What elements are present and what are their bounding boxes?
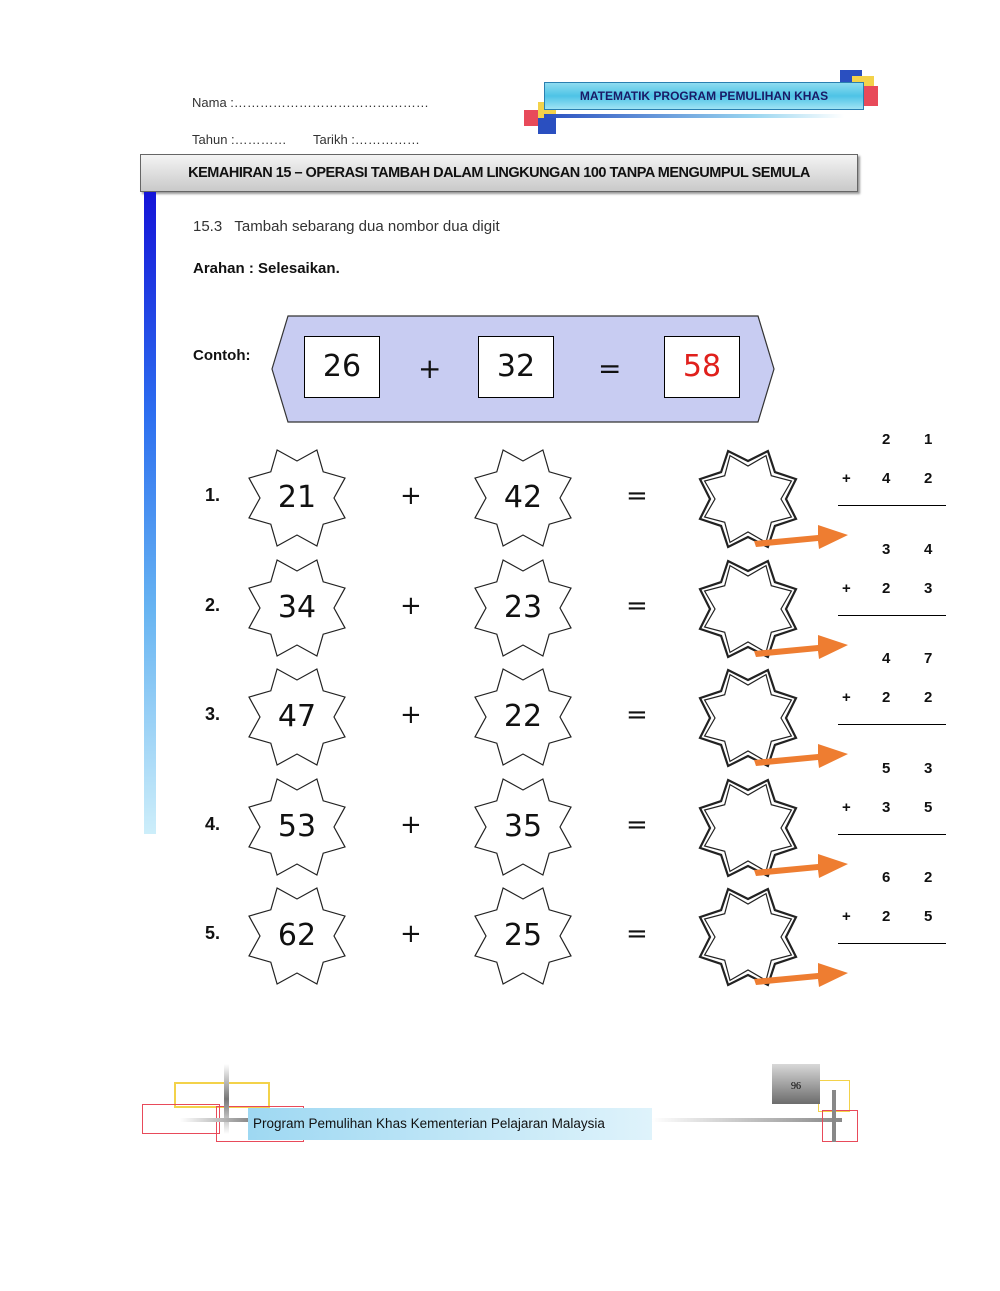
nama-field[interactable]: Nama :……………………………………… (192, 95, 429, 110)
addend-b-star (470, 445, 576, 551)
addend-a-star (244, 774, 350, 880)
footer-decor-square (822, 1110, 858, 1142)
addend-a-star (244, 883, 350, 989)
addend-b-value: 23 (503, 590, 543, 625)
example-equals: = (598, 352, 622, 385)
arrow-shape (754, 854, 848, 878)
equals-sign: = (626, 481, 648, 511)
equals-sign: = (626, 700, 648, 730)
equals-sign: = (626, 919, 648, 949)
column-answer-line (838, 615, 946, 616)
badge-decor-square (538, 118, 556, 134)
row-number: 5. (205, 923, 221, 943)
addend-b-value: 42 (503, 480, 543, 515)
orange-arrow-icon (752, 519, 852, 553)
column-bottom-digit: 2 (882, 580, 891, 597)
column-top-digit: 1 (924, 431, 933, 448)
addend-b-value: 25 (503, 918, 543, 953)
addend-b-star (470, 774, 576, 880)
side-accent-bar (144, 192, 156, 834)
column-addition (838, 650, 950, 730)
column-bottom-digit: 2 (882, 908, 891, 925)
orange-arrow-icon (752, 629, 852, 663)
column-top-digit: 2 (924, 869, 933, 886)
plus-sign: + (400, 810, 422, 840)
row-number: 3. (205, 704, 221, 724)
tarikh-field[interactable]: Tarikh :…………… (313, 132, 420, 147)
example-addend-b: 32 (478, 336, 554, 398)
example-result: 58 (664, 336, 740, 398)
footer-decor-square (832, 1090, 836, 1142)
plus-sign: + (400, 919, 422, 949)
equals-sign: = (626, 810, 648, 840)
column-bottom-digit: 5 (924, 799, 933, 816)
addend-b-value: 35 (503, 809, 543, 844)
footer-line (652, 1118, 842, 1122)
arrow-shape (754, 963, 848, 987)
column-answer-line (838, 834, 946, 835)
plus-sign: + (400, 700, 422, 730)
column-top-digit: 5 (882, 760, 891, 777)
example-panel (270, 314, 776, 424)
addend-a-star (244, 445, 350, 551)
column-plus-sign: + (842, 908, 851, 925)
addend-b-star (470, 883, 576, 989)
example-label: Contoh: (193, 347, 251, 364)
column-plus-sign: + (842, 689, 851, 706)
column-addition (838, 431, 950, 511)
orange-arrow-icon (752, 957, 852, 991)
column-top-digit: 4 (924, 541, 933, 558)
addend-a-star (244, 555, 350, 661)
column-answer-line (838, 505, 946, 506)
column-plus-sign: + (842, 580, 851, 597)
plus-sign: + (400, 591, 422, 621)
column-top-digit: 6 (882, 869, 891, 886)
column-bottom-digit: 2 (924, 470, 933, 487)
addend-a-value: 34 (277, 590, 317, 625)
example-addend-a: 26 (304, 336, 380, 398)
example-plus: + (418, 352, 442, 385)
column-bottom-digit: 5 (924, 908, 933, 925)
column-addition (838, 760, 950, 840)
column-top-digit: 3 (882, 541, 891, 558)
program-badge (520, 70, 880, 140)
footer-label: Program Pemulihan Khas Kementerian Pelajaran Malaysia (248, 1108, 652, 1140)
orange-arrow-icon (752, 738, 852, 772)
tahun-field[interactable]: Tahun :………… (192, 132, 287, 147)
arrow-shape (754, 525, 848, 549)
row-number: 1. (205, 485, 221, 505)
column-bottom-digit: 3 (882, 799, 891, 816)
column-bottom-digit: 2 (882, 689, 891, 706)
addend-a-value: 47 (277, 699, 317, 734)
row-number: 2. (205, 595, 221, 615)
addend-b-star (470, 664, 576, 770)
instruction: Arahan : Selesaikan. (193, 260, 340, 277)
column-addition (838, 541, 950, 621)
column-top-digit: 2 (882, 431, 891, 448)
addend-a-value: 21 (277, 480, 317, 515)
column-bottom-digit: 2 (924, 689, 933, 706)
page-number: 96 (772, 1064, 820, 1104)
column-top-digit: 3 (924, 760, 933, 777)
column-answer-line (838, 724, 946, 725)
subtitle: 15.3 Tambah sebarang dua nombor dua digit (193, 218, 500, 235)
column-plus-sign: + (842, 470, 851, 487)
column-answer-line (838, 943, 946, 944)
badge-underline (544, 114, 844, 118)
skill-title: KEMAHIRAN 15 – OPERASI TAMBAH DALAM LINGKUNGAN 100 TANPA MENGUMPUL SEMULA (140, 154, 858, 192)
plus-sign: + (400, 481, 422, 511)
column-top-digit: 7 (924, 650, 933, 667)
column-addition (838, 869, 950, 949)
addend-a-value: 62 (277, 918, 317, 953)
orange-arrow-icon (752, 848, 852, 882)
row-number: 4. (205, 814, 221, 834)
addend-a-star (244, 664, 350, 770)
column-plus-sign: + (842, 799, 851, 816)
addend-b-star (470, 555, 576, 661)
addend-a-value: 53 (277, 809, 317, 844)
column-bottom-digit: 4 (882, 470, 891, 487)
arrow-shape (754, 744, 848, 768)
badge-label: MATEMATIK PROGRAM PEMULIHAN KHAS (544, 82, 864, 110)
column-bottom-digit: 3 (924, 580, 933, 597)
arrow-shape (754, 635, 848, 659)
equals-sign: = (626, 591, 648, 621)
addend-b-value: 22 (503, 699, 543, 734)
footer-decor-square (224, 1064, 229, 1134)
column-top-digit: 4 (882, 650, 891, 667)
